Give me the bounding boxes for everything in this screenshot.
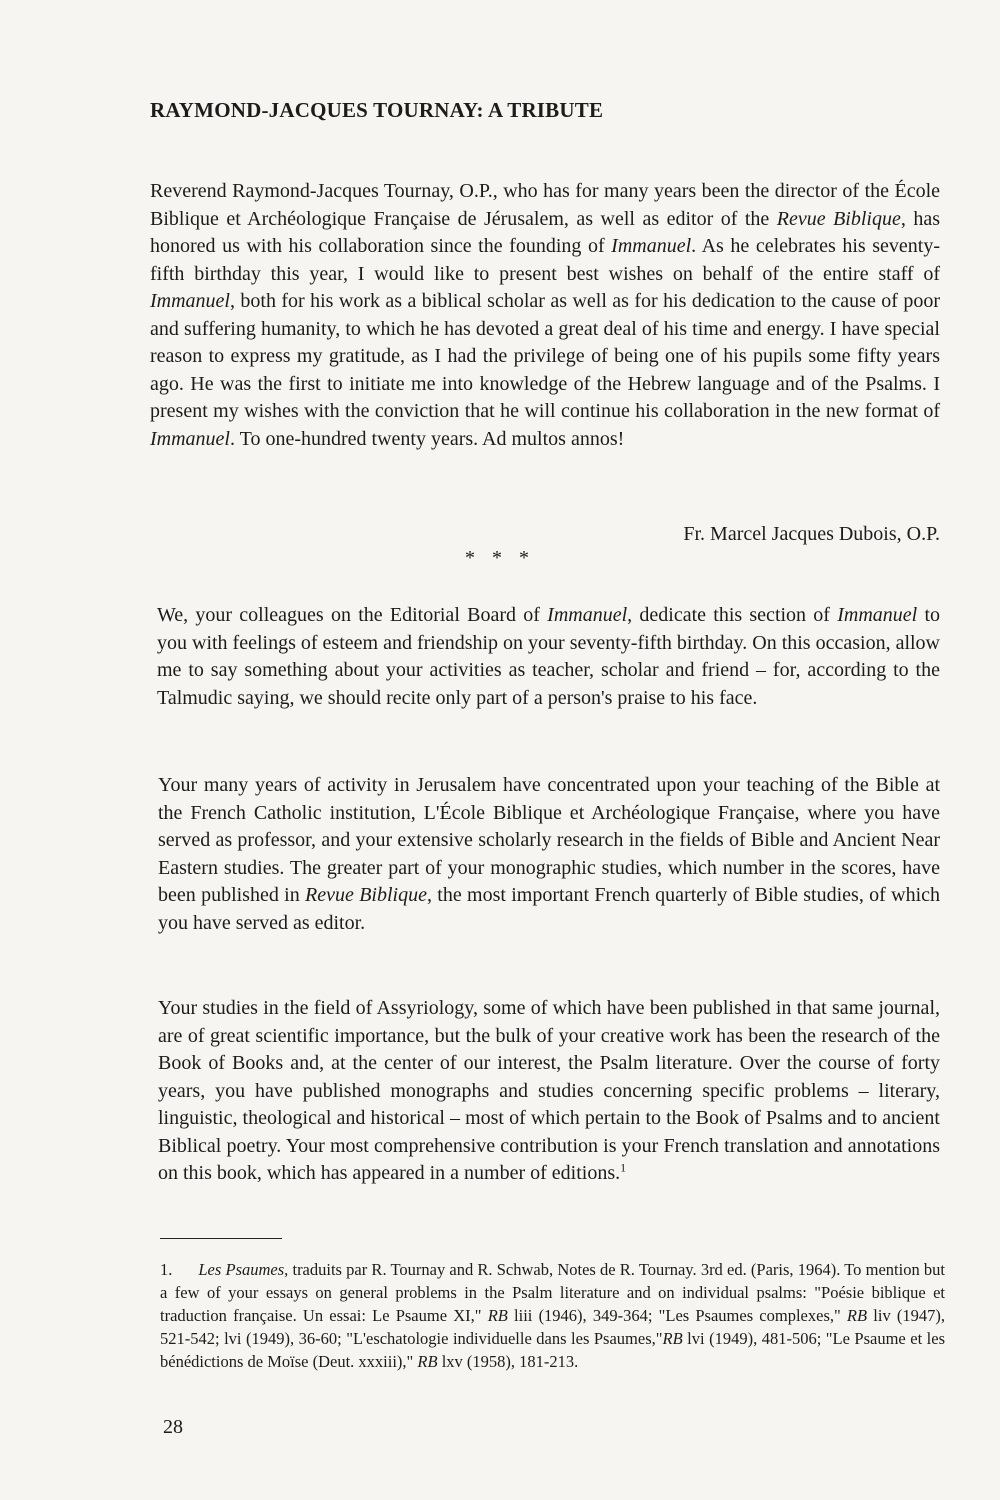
italic-run: Immanuel [611,235,692,257]
text-run: Your studies in the field of Assyriology, some of which have been published in that same journal, are of great scientific importance, but the bulk of your creative work has been the research of the Book of Books and, at the center of our interest, the Psalm literature. Over the course of forty years, you have published monographs and studies concerning specific problems – literary, linguistic, theological and historical – most of which pertain to the Book of Psalms and to ancient Biblical poetry. Your most comprehensive contribution is your French translation and annotations on this book, which has appeared in a number of editions. [158,997,940,1184]
italic-run: Revue Biblique [776,207,901,230]
text-run: , dedicate this section of [627,604,838,626]
footnote [160,1258,945,1373]
article-title: RAYMOND-JACQUES TOURNAY: A TRIBUTE [150,98,604,122]
text-run: Your many years of activity in Jerusalem have concentrated upon your teaching of the Bible at the French Catholic institution, L'École Biblique et Archéologique Française, where you have served as professor, and your extensive scholarly research in the fields of Bible and Ancient Near Eastern studies. The greater part of your monographic studies, which number in the scores, have been published in [158,774,940,906]
page-number: 28 [163,1416,183,1438]
italic-run: Les Psaumes, [198,1260,289,1279]
italic-run: Revue Biblique [305,884,427,906]
footnote-number: 1. [160,1260,173,1279]
text-run: , has honored us with his collaboration since the founding of [150,207,940,257]
paragraph-dedication [157,602,940,712]
text-run: lxv (1958), 181-213. [437,1352,579,1371]
footnote-rule [160,1238,282,1239]
text-run: Reverend Raymond-Jacques Tournay, O.P., who has for many years been the director of the École Biblique et Archéologique Française de Jérusalem, as well as editor of the [150,180,940,230]
text-run: liii (1946), 349-364; "Les Psaumes complexes," [507,1306,847,1325]
text-run: to you with feelings of esteem and friendship on your seventy-fifth birthday. On this occasion, allow me to say something about your activities as teacher, scholar and friend – for, according to the Talmudic saying, we should recite only part of a person's praise to his face. [157,604,941,709]
text-run: , the most important French quarterly of Bible studies, of which you have served as editor. [158,884,940,934]
text-run: , both for his work as a biblical scholar as well as for his dedication to the cause of poor and suffering humanity, to which he has devoted a great deal of his time and energy. I have special reason to express my gratitude, as I had the privilege of being one of his pupils some fifty years ago. He was the first to initiate me into knowledge of the Hebrew language and of the Psalms. I present my wishes with the conviction that he will continue his collaboration in the new format of [150,290,940,422]
italic-run: RB [487,1306,508,1325]
text-run: . As he celebrates his seventy-fifth birthday this year, I would like to present best wishes on behalf of the entire staff of [150,235,940,285]
text-run: . To one-hundred twenty years. Ad multos annos! [229,427,625,450]
italic-run: RB [846,1306,868,1325]
italic-run: Immanuel [150,290,230,312]
section-separator: * * * [465,547,535,569]
italic-run: Immanuel [837,604,918,626]
text-run: lvi (1949), 481-506; "Le Psaume et les bénédictions de Moïse (Deut. xxxiii)," [160,1329,945,1371]
italic-run: Immanuel [150,427,230,450]
text-run: We, your colleagues on the Editorial Board of [157,604,548,626]
italic-run: RB [662,1329,683,1348]
paragraph-jerusalem [158,772,940,937]
paragraph-tribute [150,178,940,453]
signature: Fr. Marcel Jacques Dubois, O.P. [683,523,940,545]
text-run: traduits par R. Tournay and R. Schwab, Notes de R. Tournay. 3rd ed. (Paris, 1964). To mention but a few of your essays on general problems in the Psalm literature and on individual psalms: "Poésie biblique et traduction française. Un essai: Le Psaume XI," [160,1260,945,1325]
italic-run: RB [417,1352,438,1371]
italic-run: Immanuel [547,604,628,626]
footnote-marker: 1 [620,1160,627,1175]
text-run: liv (1947), 521-542; lvi (1949), 36-60; "L'eschatologie individuelle dans les Psaumes," [160,1306,945,1348]
paragraph-assyriology [158,995,940,1188]
